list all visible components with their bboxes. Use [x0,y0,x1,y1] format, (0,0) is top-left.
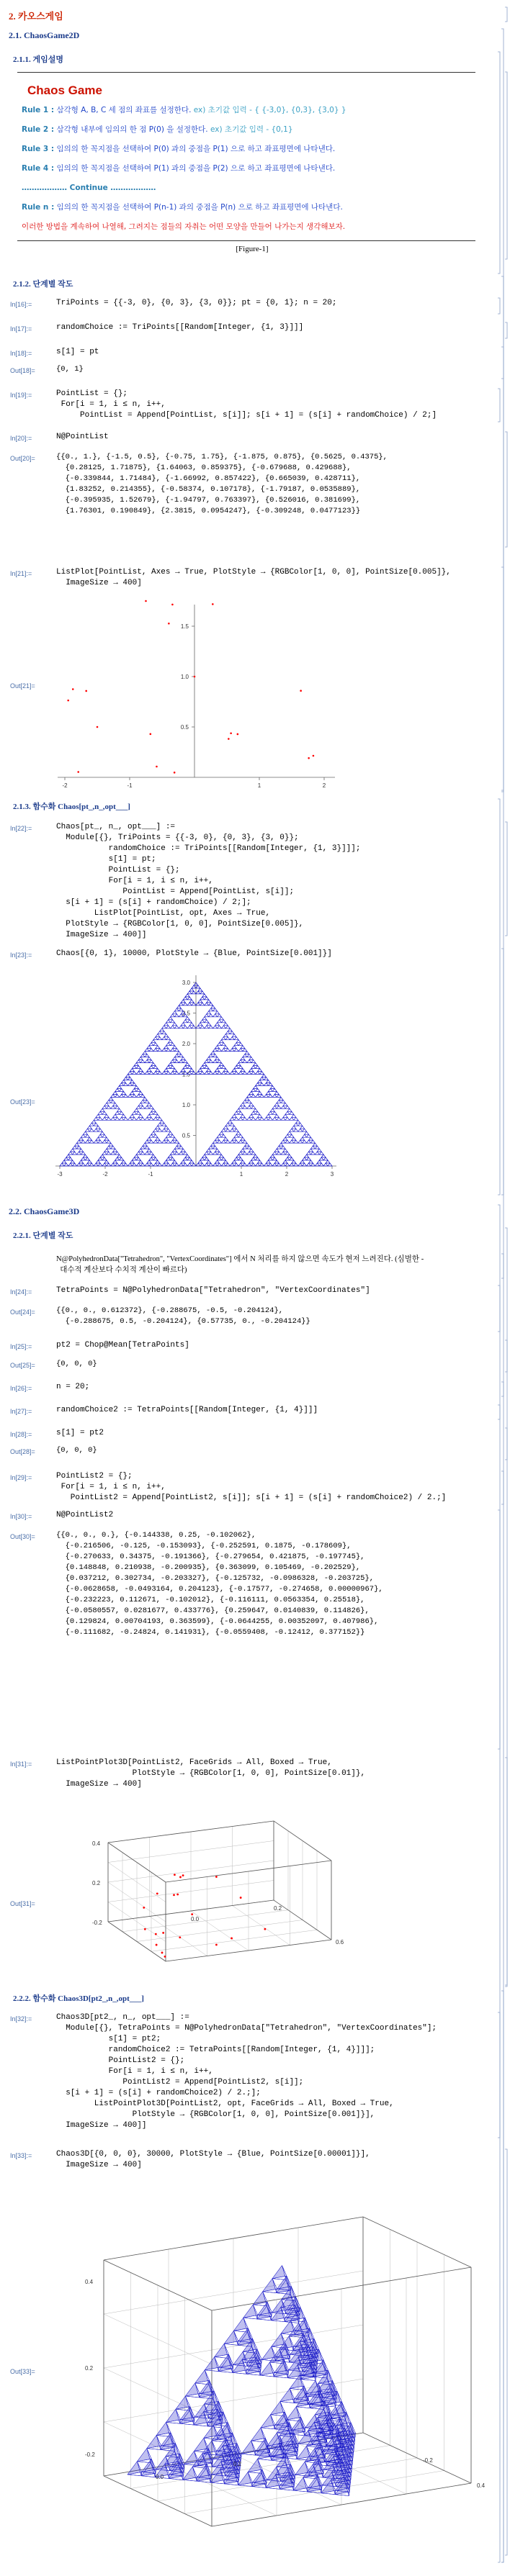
data-point [308,757,310,759]
data-point [182,1874,184,1876]
y-tick-label: 0.6 [336,1939,344,1945]
cell-bracket [505,1228,507,1987]
input-cell[interactable]: Chaos3D[pt2_, n_, opt___] := Module[{}, TetraPoints = N@PolyhedronData["Tetrahedron", "VertexCoordinates"]; s[1] = pt2; randomChoice2 := TetraPoints[[Random[Integer, {1, 4}]]]; PointList2 = {}; For[i = 1, i ≤ n, i++, PointList2 = Append[PointList2, s[i]]; s[i + 1] = (s[i] + randomChoice2) / 2.;]; ListPointPlot3D[PointList2, opt, FaceGrids → All, Boxed → True, PlotStyle → {RGBColor[1, 0, 0], PointSize[0.001]}], ImageSize → 400]] [56,2013,437,2130]
data-point [237,733,239,736]
cell-label: Out[24]= [10,1309,35,1316]
z-tick-label: 0.4 [85,2279,94,2285]
data-point [145,600,147,602]
input-cell[interactable]: PointList = {}; For[i = 1, i ≤ n, i++, PointList = Append[PointList, s[i]]; s[i + 1] = (s[i] + randomChoice) / 2;] [56,389,437,420]
data-point [230,732,232,734]
output-cell: {{0., 0., 0.}, {-0.144338, 0.25, -0.102062}, {-0.216506, -0.125, -0.153093}, {-0.252591, 0.1875, -0.178609}, {-0.270633, 0.34375, -0.191366}, {-0.279654, 0.421875, -0.197745}, {0.148848, 0.210938, -0.200935}, {0.363099, 0.105469, -0.202529}, {0.037212, 0.302734, -0.203327}, {-0.125732, -0.0986328, -0.203725}, {-0.0628658, -0.0493164, 0.204123}, {-0.17577, -0.274658, 0.00000967}, {-0.232223, 0.112671, -0.102012}, {-0.116111, 0.0563354, 0.25518}, {-0.0580557, 0.0281677, 0.433776}, {0.259647, 0.0140839, 0.114826}, {0.129824, 0.00704193, 0.363599}, {-0.0644255, 0.00352097, 0.407986}, {-0.111682, -0.24824, 0.141931}, {-0.0559408, -0.12412, 0.377152}} [56,1531,383,1637]
y-tick-label: -0.2 [423,2457,433,2464]
z-tick-label: -0.2 [92,1920,102,1926]
rule-2: Rule 2 : 삼각형 내부에 임의의 한 점 P(0) 을 설정한다. ex) 초기값 입력 - {0,1} [22,125,293,134]
cell-bracket [498,389,500,422]
section-heading-stepwise-2d: 2.1.2. 단계별 작도 [13,280,73,289]
x-tick-label: 0.2 [233,2461,242,2467]
cell-label: In[21]:= [10,570,32,577]
rule-4: Rule 4 : 임의의 한 꼭지점을 선택하여 P(1) 과의 중점을 P(2) 으로 하고 좌표평면에 나타낸다. [22,164,336,173]
cell-label: In[32]:= [10,2015,32,2023]
data-point [300,690,302,692]
x-tick-label: 0.0 [191,1916,200,1922]
cell-bracket [501,276,504,792]
cell-label: In[25]:= [10,1343,32,1350]
x-tick-label: -3 [57,1171,63,1178]
cell-bracket [501,29,504,2562]
data-point [155,1933,157,1935]
x-tick-label: 0.2 [274,1905,282,1912]
cell-bracket [505,1340,507,1372]
data-point [161,1952,164,1954]
output-cell: {{0., 0., 0.612372}, {-0.288675, -0.5, -0.204124}, {-0.288675, 0.5, -0.204124}, {0.57735, 0., -0.204124}} [56,1306,310,1326]
face-grid-line [137,1920,303,1942]
cell-label: In[26]:= [10,1385,32,1392]
data-point [156,766,158,768]
cell-brackets[interactable] [486,0,510,2576]
cell-bracket [505,432,507,547]
data-point [179,1876,182,1879]
section-heading-function-3d: 2.2.2. 함수화 Chaos3D[pt2_,n_,opt___] [13,1994,144,2003]
input-cell[interactable]: n = 20; [56,1383,90,1391]
data-point [168,623,170,625]
data-point [240,1897,242,1899]
cell-bracket [498,799,500,1195]
cell-bracket [501,347,504,379]
rule-top-divider [17,72,475,73]
data-point [215,1876,218,1878]
x-tick-label: 1 [257,782,261,789]
data-point [150,733,152,736]
data-point [97,726,99,728]
cell-bracket [505,1428,507,1460]
cell-label: In[33]:= [10,2152,32,2159]
data-point [194,676,196,678]
output-cell: {0, 1} [56,365,84,374]
x-tick-label: -1 [148,1171,153,1178]
data-point [67,700,69,702]
rule-bottom-divider [17,240,475,241]
cell-label: In[29]:= [10,1474,32,1481]
cell-label: Out[25]= [10,1362,35,1369]
cell-bracket [498,52,500,274]
section-heading-chaos-game: 2. 카오스게임 [9,11,63,22]
cell-label: Out[18]= [10,367,35,374]
data-point [173,1894,175,1896]
input-cell[interactable]: Chaos[{0, 1}, 10000, PlotStyle → {Blue, PointSize[0.001]}] [56,949,332,958]
figure-caption: [Figure-1] [236,245,269,253]
x-tick-label: 2 [285,1171,289,1178]
rule-1: Rule 1 : 삼각형 A, B, C 세 점의 좌표를 설정한다. ex) 초기값 입력 - { {-3,0}, {0,3}, {3,0} } [22,106,346,114]
input-cell[interactable]: N@PointList2 [56,1511,114,1519]
y-tick-label: 1.0 [180,674,189,680]
cell-bracket [505,7,507,22]
data-point [228,738,230,740]
x-tick-label: -1 [127,782,133,789]
data-point [171,604,174,606]
note-text: N@PolyhedronData["Tetrahedron", "VertexCoordinates"] 에서 N 처리를 하지 않으면 속도가 현저 느려진다. (심벌한 - 대수적 계산보다 수치적 계산이 빠르다) [56,1255,424,1274]
data-point [174,772,176,774]
input-cell[interactable]: Chaos[pt_, n_, opt___] := Module[{}, TriPoints = {{-3, 0}, {0, 3}, {3, 0}}; randomChoice := TriPoints[[Random[Integer, {1, 3}]]]; s[1] = pt; PointList = {}; For[i = 1, i ≤ n, i++, PointList = Append[PointList, s[i]]; s[i + 1] = (s[i] + randomChoice) / 2;]; ListPlot[PointList, opt, Axes → True, PlotStyle → {RGBColor[1, 0, 0], PointSize[0.005]}, ImageSize → 400]] [56,823,361,939]
output-cell: {0, 0, 0} [56,1446,97,1455]
data-point [162,1932,164,1934]
z-tick-label: 0.4 [92,1840,101,1847]
cell-bracket [505,822,507,936]
cell-label: In[30]:= [10,1513,32,1520]
cell-label: Out[28]= [10,1448,35,1455]
cell-label: In[20]:= [10,435,32,442]
cell-label: Out[23]= [10,1098,35,1106]
rule-continue: ……………… Continue ……………… [22,184,156,192]
cell-label: In[19]:= [10,392,32,399]
cell-bracket [501,567,504,790]
cell-label: In[16]:= [10,301,32,308]
plot-3d-sierpinski-tetrahedron [53,2188,493,2548]
cell-bracket [501,1991,504,2562]
cell-label: In[28]:= [10,1431,32,1438]
rules-list [22,101,483,237]
cell-label: In[22]:= [10,825,32,832]
x-tick-label: 1 [239,1171,243,1178]
cell-bracket [505,2149,507,2555]
data-point [174,1874,176,1876]
plot-chaos-20-points [50,597,339,792]
x-tick-label: 2 [322,782,326,789]
cell-label: Out[33]= [10,2368,35,2375]
data-point [264,1928,266,1930]
input-cell[interactable]: Chaos3D[{0, 0, 0}, 30000, PlotStyle → {Blue, PointSize[0.00001]}], ImageSize → 400] [56,2150,370,2169]
cell-label: Out[31]= [10,1900,35,1907]
section-heading-chaosgame2d: 2.1. ChaosGame2D [9,30,80,40]
rule-n: Rule n : 임의의 한 꼭지점을 선택하여 P(n-1) 과의 중점을 P(n) 으로 하고 좌표평면에 나타낸다. [22,203,343,212]
cell-bracket [498,2012,500,2138]
rule-note: 이러한 방법을 계속하여 나열해, 그려지는 점들의 자취는 어떤 모양을 만들어 나가는지 생각해보자. [22,222,346,231]
y-tick-label: 3.0 [182,980,190,986]
x-tick-label: 0.0 [156,2474,164,2480]
input-cell[interactable]: N@PointList [56,433,109,441]
data-point [156,1944,158,1946]
section-heading-description: 2.1.1. 게임설명 [13,55,64,64]
z-tick-label: -0.2 [85,2451,95,2458]
cell-bracket [498,1285,500,1332]
data-point [179,1936,181,1938]
cell-bracket [501,1471,504,1504]
data-point [143,1907,145,1909]
y-tick-label: 0.5 [182,1132,190,1139]
y-tick-label: 1.5 [180,623,189,630]
data-point [85,690,87,692]
data-point [77,771,79,773]
cell-label: In[18]:= [10,350,32,357]
x-tick-label: -2 [62,782,68,789]
input-cell[interactable]: ListPointPlot3D[PointList2, FaceGrids → All, Boxed → True, PlotStyle → {RGBColor[1, 0, 0], PointSize[0.01]}, ImageSize → 400] [56,1758,366,1789]
input-cell[interactable]: pt2 = Chop@Mean[TetraPoints] [56,1341,189,1350]
input-cell[interactable]: randomChoice := TriPoints[[Random[Integer, {1, 3}]]] [56,323,304,332]
cell-label: In[27]:= [10,1408,32,1415]
section-heading-stepwise-3d: 2.2.1. 단계별 작도 [13,1231,73,1240]
cell-label: In[24]:= [10,1288,32,1296]
data-point [72,688,74,690]
output-cell: {0, 0, 0} [56,1360,97,1368]
cell-bracket [501,949,504,1195]
sierpinski-tetrahedron-points [128,2266,356,2496]
cell-bracket [501,1382,504,1396]
data-point [313,755,315,757]
input-cell[interactable]: s[1] = pt [56,348,99,356]
data-point [231,1938,233,1940]
cell-bracket [501,1254,504,1278]
cell-bracket [498,1205,500,2562]
section-heading-function-2d: 2.1.3. 함수화 Chaos[pt_,n_,opt___] [13,803,130,811]
cell-label: In[23]:= [10,952,32,959]
game-title: Chaos Game [27,83,102,97]
output-cell: {{0., 1.}, {-1.5, 0.5}, {-0.75, 1.75}, {-1.875, 0.875}, {0.5625, 0.4375}, {0.28125, 1.71875}, {1.64063, 0.859375}, {-0.679688, 0.429688}, {-0.339844, 1.71484}, {-1.66992, 0.857422}, {0.665039, 0.428711}, {1.83252, 0.214355}, {-0.58374, 0.107178}, {-1.79187, 0.0535889}, {-0.395935, 1.52679}, {-1.94797, 0.763397}, {0.526016, 0.381699}, {1.76301, 0.190849}, {2.3815, 0.0954247}, {-0.309248, 0.0477123}} [56,453,388,515]
rule-3: Rule 3 : 임의의 한 꼭지점을 선택하여 P(0) 과의 중점을 P(1) 으로 하고 좌표평면에 나타낸다. [22,145,336,153]
z-tick-label: 0.2 [92,1880,101,1886]
input-cell[interactable]: s[1] = pt2 [56,1429,104,1437]
x-tick-label: -2 [102,1171,108,1178]
plot-sierpinski-triangle [52,972,340,1188]
data-point [156,1893,158,1895]
input-cell[interactable]: randomChoice2 := TetraPoints[[Random[Integer, {1, 4}]]] [56,1406,318,1414]
data-point [176,1894,179,1896]
data-point [191,1913,193,1915]
x-tick-label: 3 [330,1171,334,1178]
plot-3d-chaos-20-points [65,1799,353,1979]
cell-bracket [498,298,500,314]
cell-bracket [498,1510,500,1749]
data-point [144,1928,146,1930]
y-tick-label: 2.0 [182,1041,190,1047]
y-tick-label: 1.0 [182,1102,190,1108]
cell-bracket [505,72,507,259]
cell-bracket [498,1405,500,1419]
z-tick-label: 0.2 [85,2365,94,2372]
cell-bracket [505,1758,507,1985]
cell-label: Out[21]= [10,682,35,690]
section-heading-chaosgame3d: 2.2. ChaosGame3D [9,1206,80,1216]
data-point [164,1956,166,1958]
data-point [215,1944,218,1946]
input-cell[interactable]: TriPoints = {{-3, 0}, {0, 3}, {3, 0}}; pt = {0, 1}; n = 20; [56,299,337,307]
input-cell[interactable]: TetraPoints = N@PolyhedronData["Tetrahedron", "VertexCoordinates"] [56,1286,370,1295]
cell-label: Out[30]= [10,1533,35,1540]
y-tick-label: 0.4 [477,2482,486,2489]
input-cell[interactable]: ListPlot[PointList, Axes → True, PlotStyle → {RGBColor[1, 0, 0], PointSize[0.005]}, ImageSize → 400] [56,568,451,587]
cell-label: Out[20]= [10,455,35,462]
data-point [212,603,214,605]
face-grid-line [151,1930,317,1951]
cell-bracket [505,322,507,338]
y-tick-label: 2.5 [182,1010,190,1017]
input-cell[interactable]: PointList2 = {}; For[i = 1, i ≤ n, i++, PointList2 = Append[PointList2, s[i]]; s[i + 1] = (s[i] + randomChoice2) / 2.;] [56,1472,447,1502]
cell-label: In[31]:= [10,1761,32,1768]
y-tick-label: 1.5 [182,1071,190,1078]
y-tick-label: 0.5 [180,724,189,731]
cell-label: In[17]:= [10,325,32,333]
